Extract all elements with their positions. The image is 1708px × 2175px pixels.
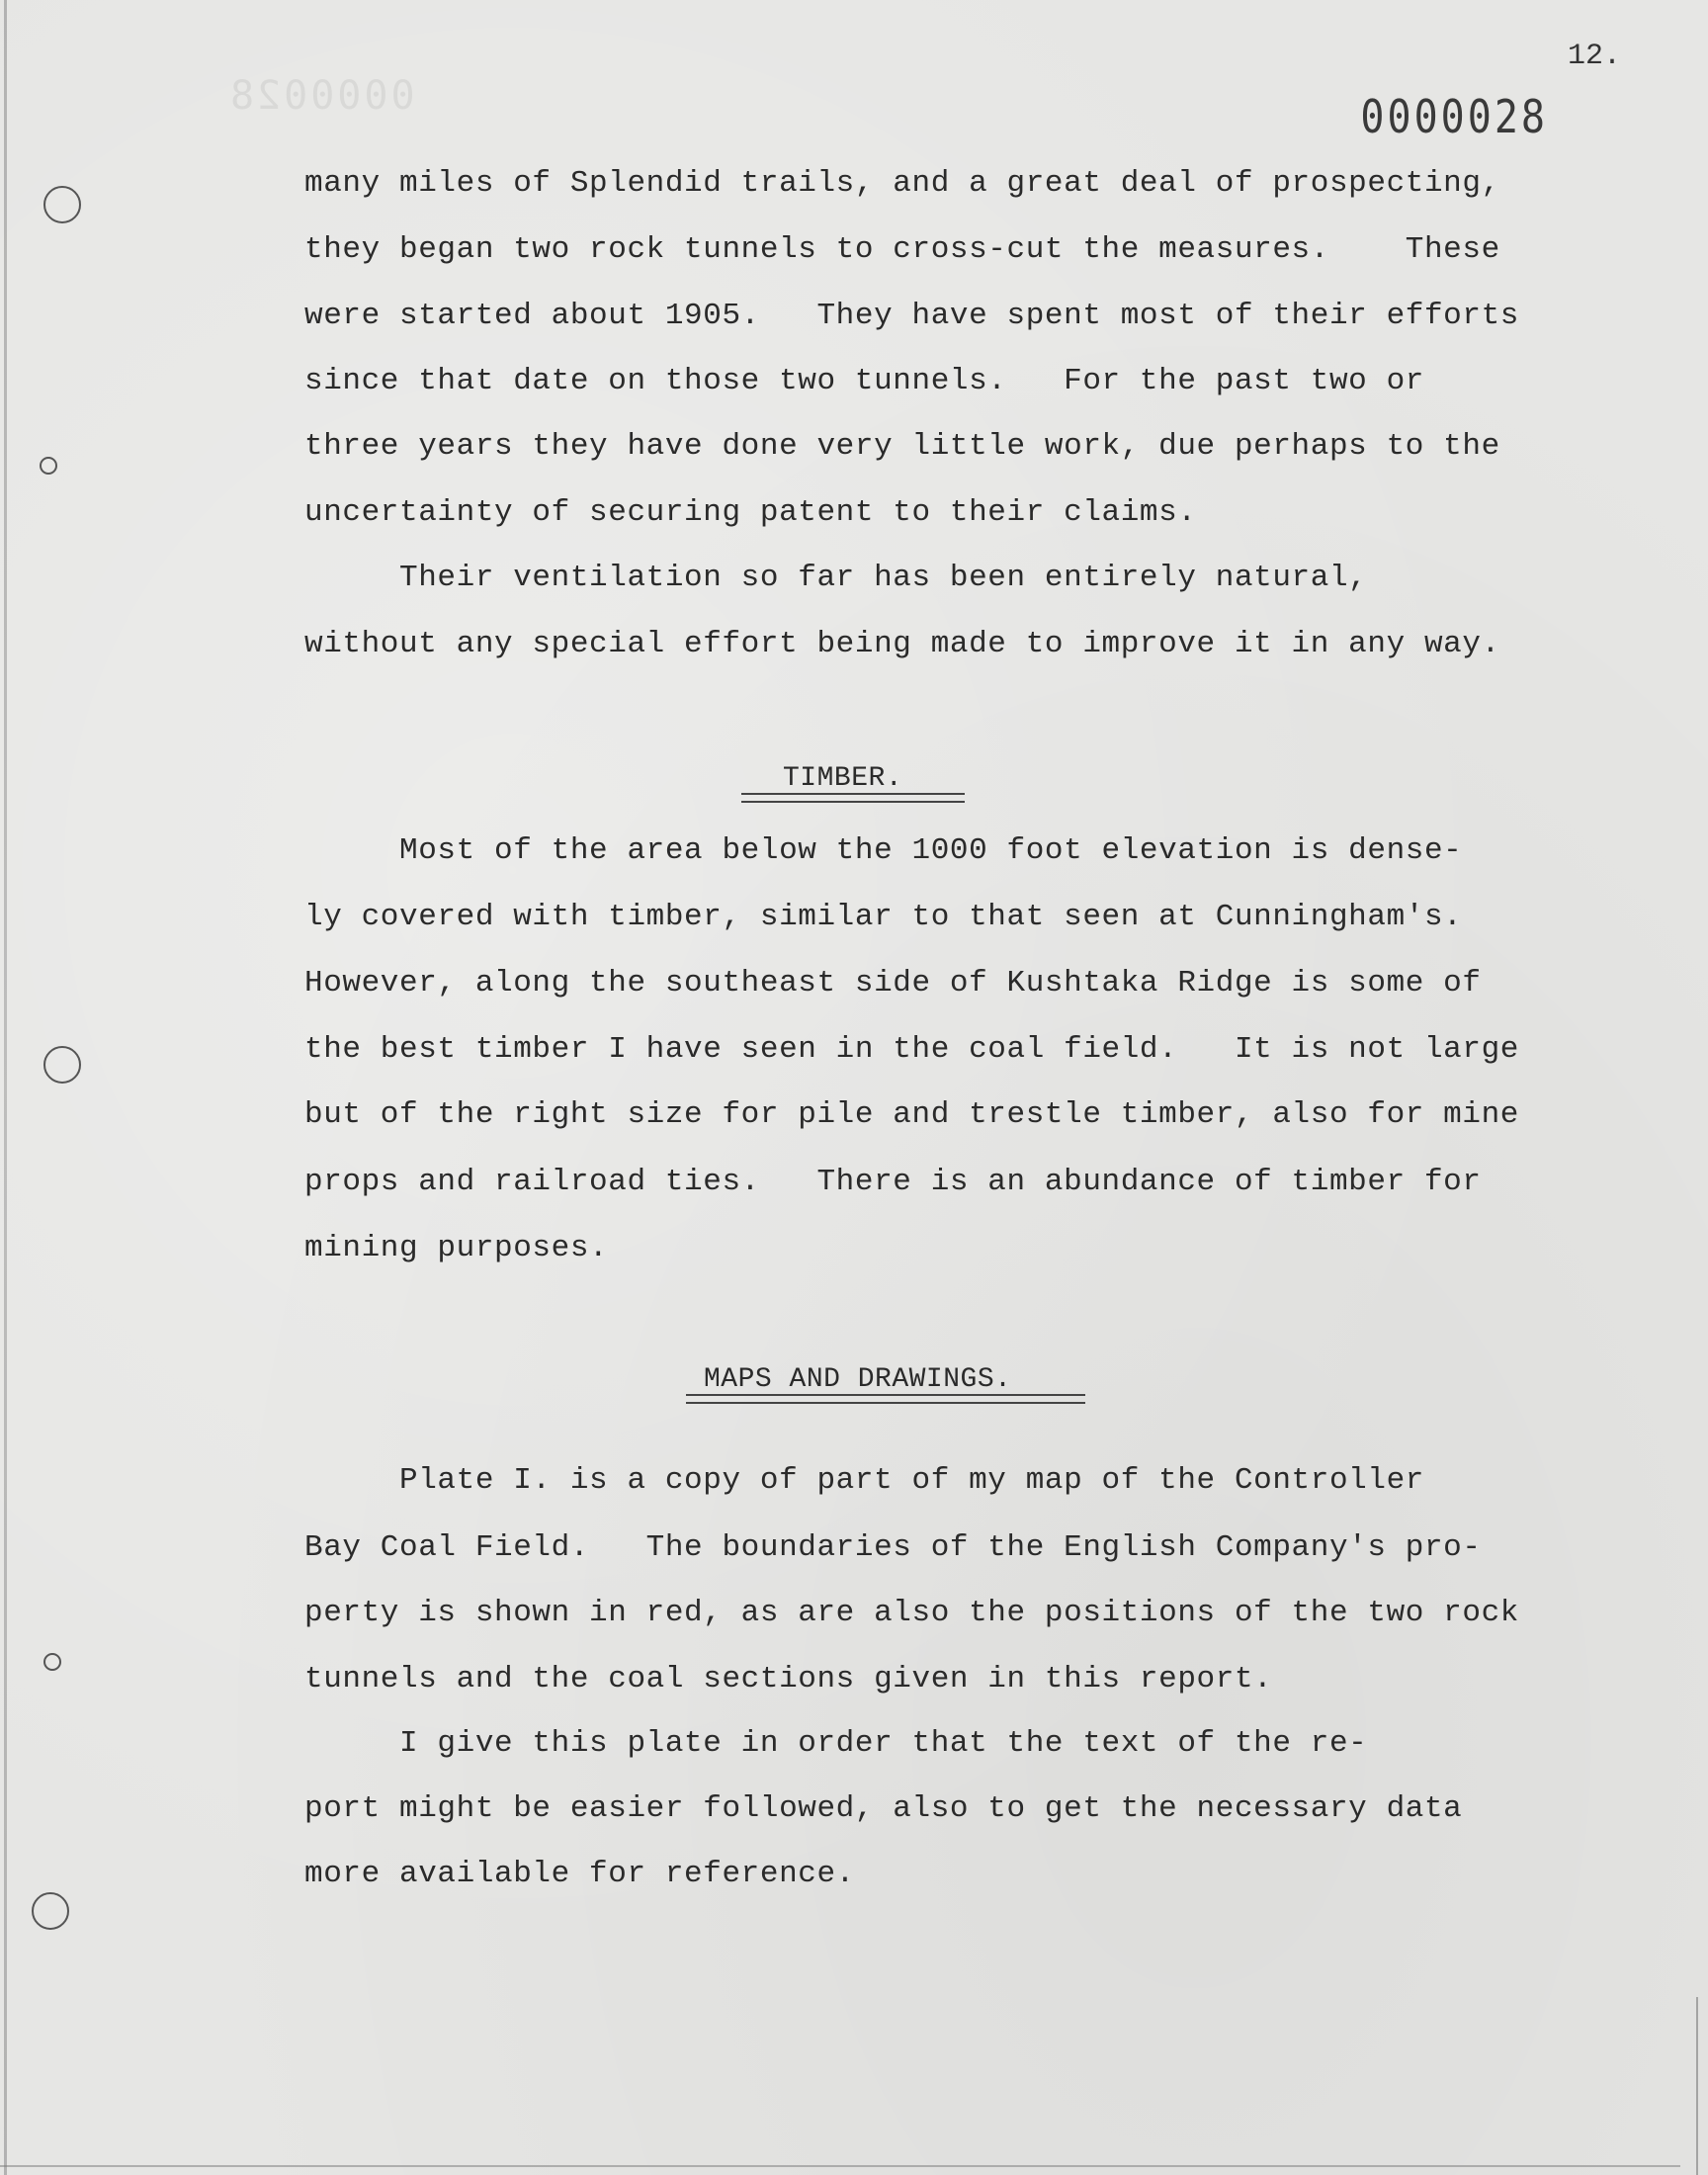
text-line: Most of the area below the 1000 foot elevation is dense-: [304, 833, 1463, 868]
text-line: mining purposes.: [304, 1231, 609, 1265]
text-line: Their ventilation so far has been entirely natural,: [304, 561, 1368, 595]
section-heading-maps: MAPS AND DRAWINGS.: [704, 1364, 1012, 1395]
text-line: uncertainty of securing patent to their claims.: [304, 495, 1197, 530]
text-line: they began two rock tunnels to cross-cut the measures. These: [304, 232, 1500, 267]
page-number: 12.: [1567, 40, 1621, 73]
heading-underline: [741, 793, 965, 803]
punch-hole-icon: [43, 186, 81, 223]
punch-hole-icon: [32, 1892, 69, 1930]
text-line: However, along the southeast side of Kushtaka Ridge is some of: [304, 966, 1482, 1000]
text-line: Bay Coal Field. The boundaries of the English Company's pro-: [304, 1530, 1482, 1565]
text-line: Plate I. is a copy of part of my map of the Controller: [304, 1463, 1424, 1498]
text-line: ly covered with timber, similar to that seen at Cunningham's.: [304, 900, 1463, 934]
text-line: were started about 1905. They have spent most of their efforts: [304, 299, 1519, 333]
page-edge-right: [1696, 1997, 1698, 2175]
text-line: many miles of Splendid trails, and a great deal of prospecting,: [304, 166, 1500, 201]
punch-hole-icon: [43, 1653, 61, 1671]
text-line: more available for reference.: [304, 1857, 855, 1891]
page-edge-left: [4, 0, 7, 2175]
punch-hole-icon: [40, 457, 57, 475]
heading-underline: [686, 1394, 1085, 1404]
document-stamp-number: 0000028: [1360, 91, 1548, 144]
text-line: tunnels and the coal sections given in this report.: [304, 1662, 1273, 1696]
text-line: I give this plate in order that the text of the re-: [304, 1726, 1368, 1761]
text-line: three years they have done very little work, due perhaps to the: [304, 429, 1500, 464]
section-heading-timber: TIMBER.: [783, 763, 903, 794]
text-line: without any special effort being made to improve it in any way.: [304, 627, 1500, 661]
text-line: perty is shown in red, as are also the positions of the two rock: [304, 1596, 1519, 1630]
text-line: port might be easier followed, also to get the necessary data: [304, 1791, 1463, 1826]
text-line: but of the right size for pile and trestle timber, also for mine: [304, 1097, 1519, 1132]
text-line: the best timber I have seen in the coal field. It is not large: [304, 1032, 1519, 1067]
page-edge-bottom: [0, 2165, 1680, 2167]
text-line: props and railroad ties. There is an abundance of timber for: [304, 1165, 1482, 1199]
punch-hole-icon: [43, 1046, 81, 1084]
text-line: since that date on those two tunnels. For the past two or: [304, 364, 1424, 398]
bleed-through-stamp: 0000028: [227, 73, 415, 119]
